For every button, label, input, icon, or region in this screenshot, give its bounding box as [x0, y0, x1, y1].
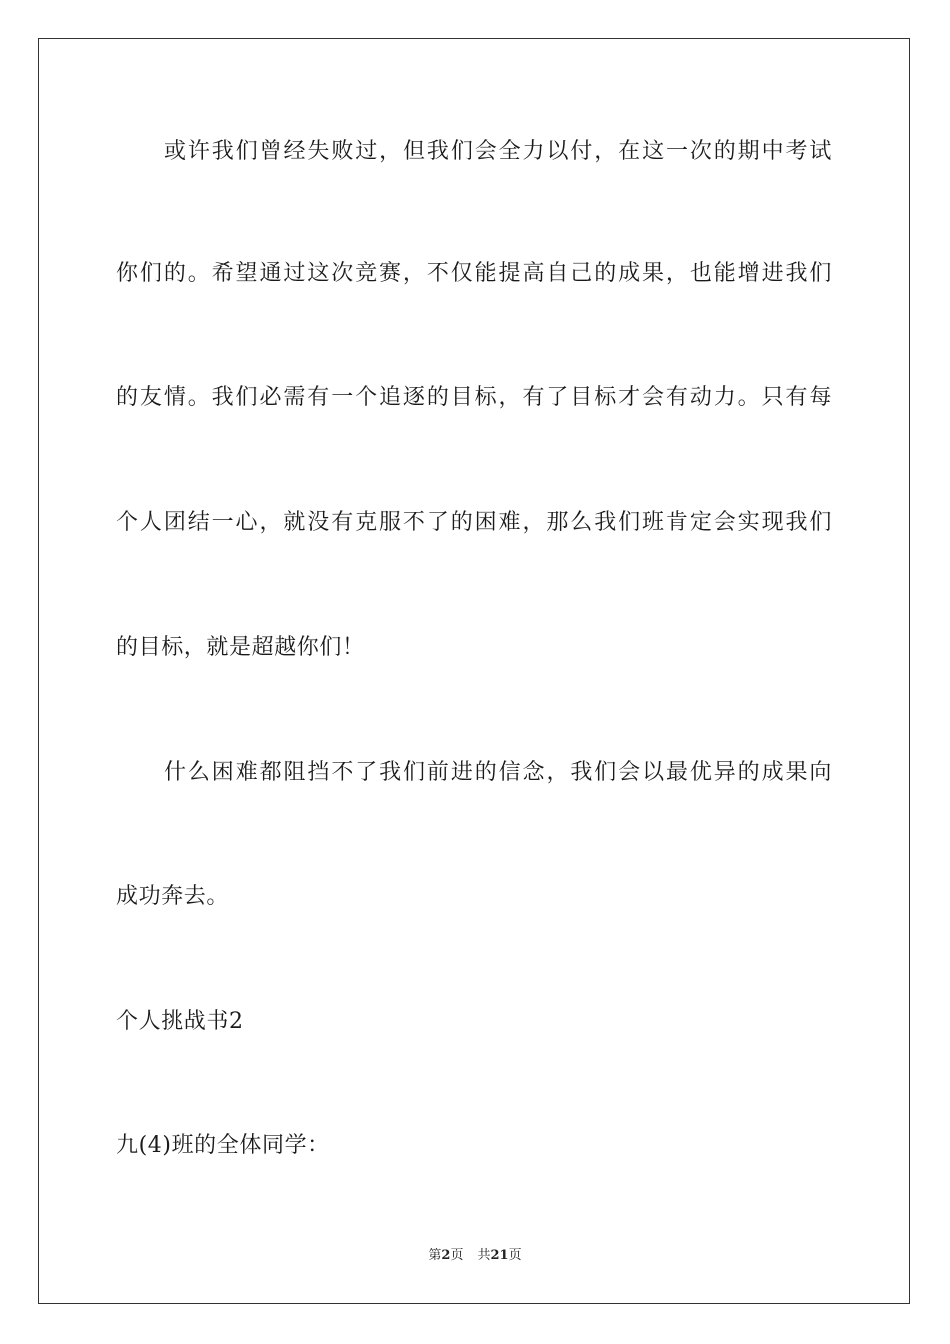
footer-page-suffix: 页	[450, 1248, 464, 1263]
paragraph-line-2: 你们的。希望通过这次竞赛，不仅能提高自己的成果，也能增进我们	[116, 261, 832, 286]
paragraph-line-4: 个人团结一心，就没有克服不了的困难，那么我们班肯定会实现我们	[116, 510, 832, 535]
paragraph-line-5: 的目标，就是超越你们！	[116, 635, 365, 660]
footer-total-prefix: 共	[477, 1248, 491, 1263]
paragraph-line-7: 成功奔去。	[116, 884, 230, 909]
salutation-line: 九(4)班的全体同学：	[116, 1133, 330, 1158]
section-heading: 个人挑战书2	[116, 1009, 244, 1034]
paragraph-line-6: 什么困难都阻挡不了我们前进的信念，我们会以最优异的成果向	[164, 760, 832, 785]
paragraph-line-3: 的友情。我们必需有一个追逐的目标，有了目标才会有动力。只有每	[116, 385, 832, 410]
footer-page-number: 2	[441, 1248, 451, 1263]
page-frame	[38, 38, 910, 1304]
footer-total-number: 21	[490, 1248, 509, 1263]
page-footer	[0, 1246, 950, 1266]
paragraph-line-1: 或许我们曾经失败过，但我们会全力以付，在这一次的期中考试	[164, 139, 832, 164]
footer-page-prefix: 第	[428, 1248, 442, 1263]
footer-total-suffix: 页	[508, 1248, 522, 1263]
